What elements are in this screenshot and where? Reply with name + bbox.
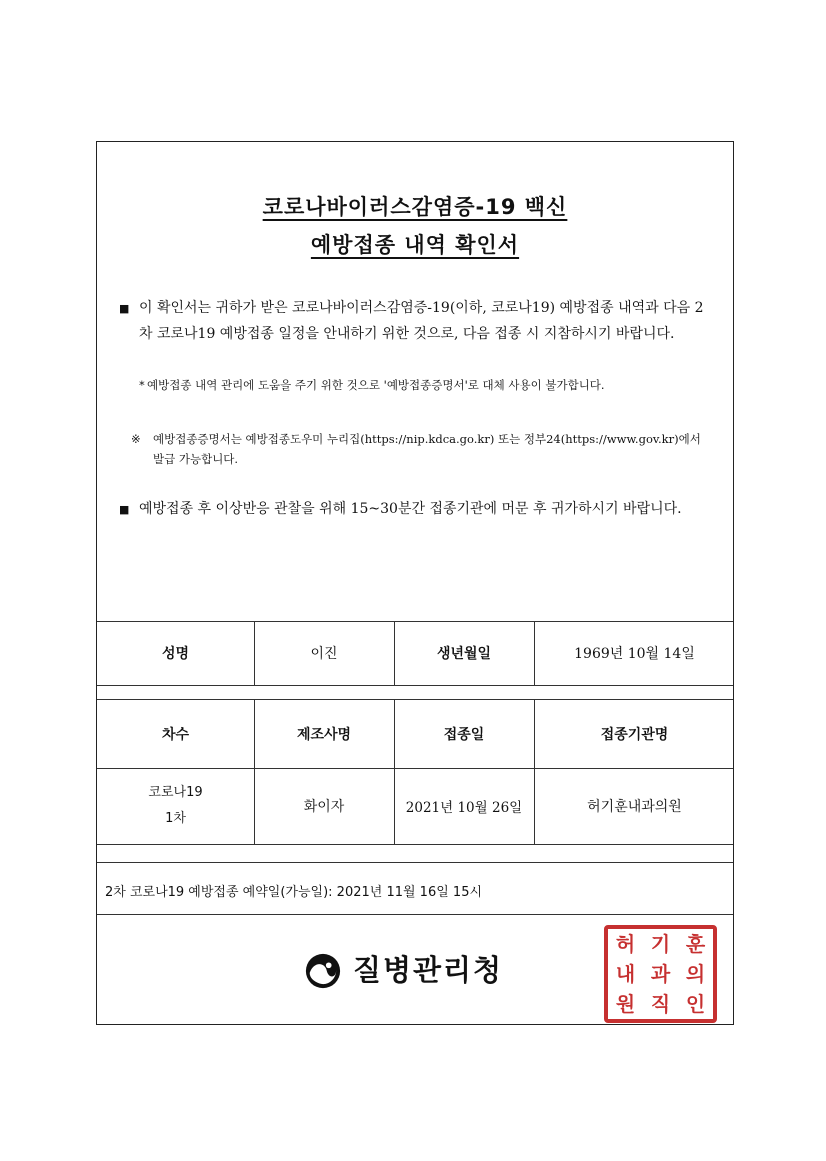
- manufacturer-value: 화이자: [303, 799, 345, 815]
- dose-vaccine: 코로나19: [148, 785, 203, 800]
- agency-name: 질병관리청: [353, 953, 504, 987]
- dose-number: 1차: [165, 811, 186, 826]
- seal-char: 원: [615, 992, 636, 1016]
- seal-char: 과: [650, 962, 671, 986]
- header-institution: 접종기관명: [600, 726, 669, 743]
- document-title-line2: 예방접종 내역 확인서: [310, 233, 520, 257]
- header-manufacturer: 제조사명: [296, 726, 352, 743]
- table-divider: [97, 844, 733, 845]
- dob-value: 1969년 10월 14일: [574, 646, 695, 662]
- appointment-text: 2차 코로나19 예방접종 예약일(가능일): 2021년 11월 16일 15시: [105, 885, 483, 900]
- institution-value: 허기훈내과의원: [587, 799, 682, 815]
- official-seal: [604, 925, 717, 1023]
- asterisk-mark: *: [139, 378, 145, 392]
- name-value: 이진: [310, 646, 338, 662]
- seal-char: 내: [615, 962, 636, 986]
- dob-label: 생년월일: [436, 646, 492, 662]
- note-not-certificate: [139, 375, 677, 395]
- taegeuk-logo-icon: [304, 952, 342, 990]
- note-text: 예방접종증명서는 예방접종도우미 누리집(https://nip.kdca.go.kr) 또는 정부24(https://www.gov.kr)에서 발급 가능합니다.: [153, 432, 701, 466]
- square-bullet-icon: ■: [119, 503, 130, 516]
- seal-char: 허: [615, 932, 636, 956]
- document-frame: [96, 141, 734, 1025]
- seal-char: 인: [685, 992, 706, 1016]
- note-text: 예방접종 내역 관리에 도움을 주기 위한 것으로 '예방접종증명서'로 대체 사용이 불가합니다.: [147, 378, 605, 392]
- notice-paragraph: [119, 295, 711, 347]
- reference-mark: ※: [131, 432, 141, 446]
- header-dose: 차수: [161, 726, 190, 743]
- observation-text: 예방접종 후 이상반응 관찰을 위해 15~30분간 접종기관에 머문 후 귀가하시기 바랍니다.: [139, 501, 682, 517]
- square-bullet-icon: ■: [119, 302, 130, 315]
- seal-char: 훈: [685, 932, 706, 956]
- table-divider: [97, 685, 733, 686]
- seal-char: 직: [650, 992, 671, 1016]
- date-value: 2021년 10월 26일: [405, 800, 523, 816]
- note-certificate-issuance: [131, 429, 713, 469]
- table-divider: [97, 914, 733, 915]
- header-date: 접종일: [443, 726, 485, 743]
- notice-text: 이 확인서는 귀하가 받은 코로나바이러스감염증-19(이하, 코로나19) 예방접종 내역과 다음 2차 코로나19 예방접종 일정을 안내하기 위한 것으로, 다음 접종 시 지참하시기 바랍니다.: [139, 300, 704, 342]
- name-label: 성명: [161, 646, 190, 662]
- seal-char: 의: [685, 962, 706, 986]
- table-divider: [97, 862, 733, 863]
- seal-char: 기: [650, 932, 671, 956]
- document-title-line1: 코로나바이러스감염증-19 백신: [262, 195, 568, 219]
- table-row-dose: [97, 768, 254, 844]
- observation-paragraph: [119, 496, 729, 522]
